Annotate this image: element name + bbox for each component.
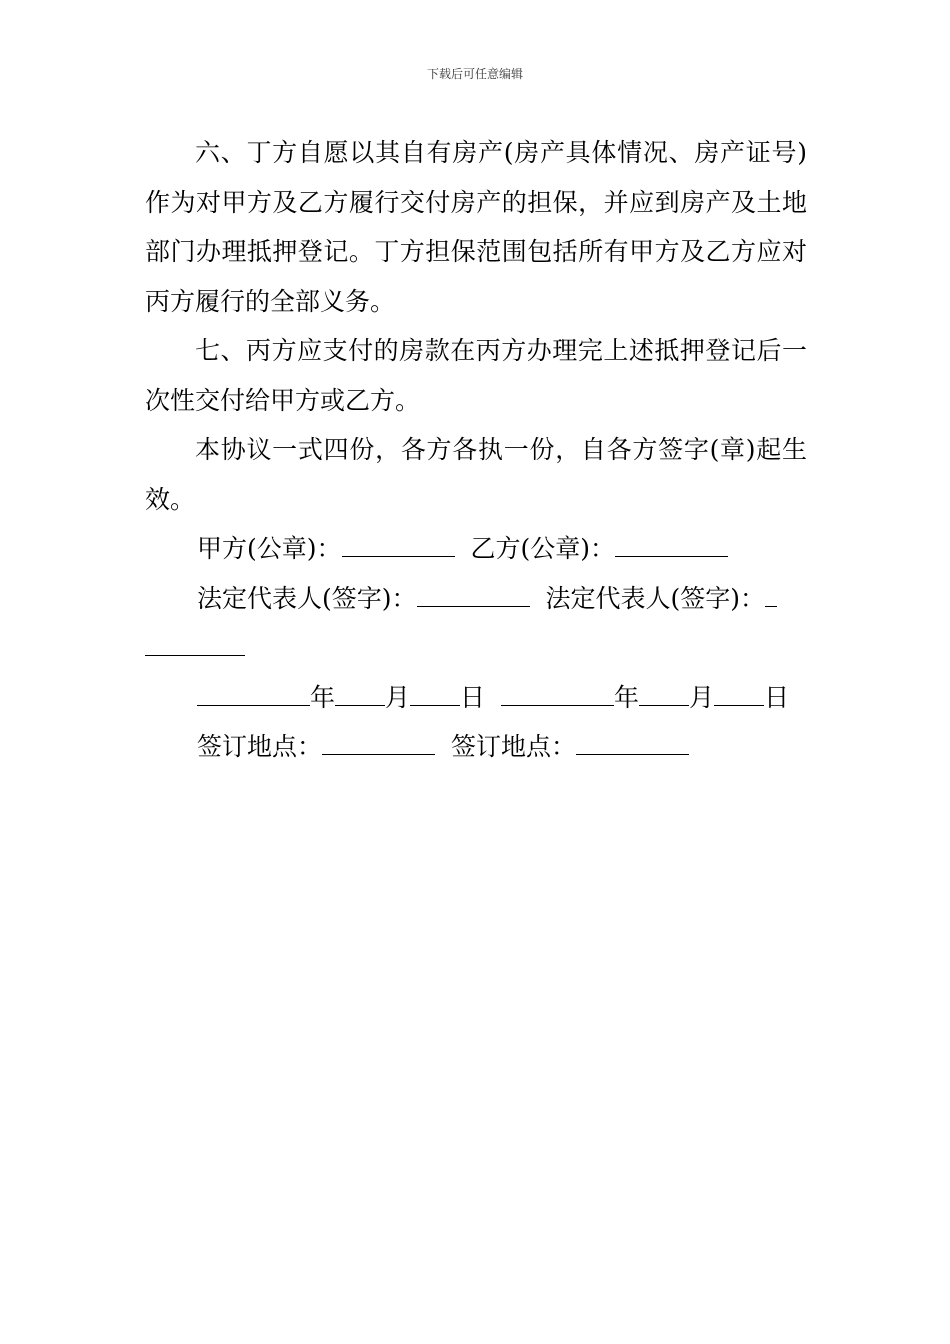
year-b-label: 年 [614, 682, 640, 712]
party-b-seal-label: 乙方(公章)： [470, 534, 616, 563]
legal-rep-a-label: 法定代表人(签字)： [197, 583, 417, 613]
day-a-label: 日 [460, 682, 486, 712]
contract-body [145, 128, 807, 772]
party-a-seal-blank[interactable] [342, 538, 455, 557]
place-line [145, 722, 807, 772]
legal-rep-a-blank[interactable] [417, 588, 530, 607]
place-b-label: 签订地点： [451, 732, 577, 761]
month-b-label: 月 [689, 682, 715, 712]
day-b-label: 日 [764, 682, 790, 712]
legal-rep-b-blank-end[interactable] [145, 637, 245, 656]
month-a-blank[interactable] [335, 687, 385, 706]
year-a-label: 年 [310, 682, 336, 712]
year-a-blank[interactable] [197, 687, 310, 706]
clause-six: 六、丁方自愿以其自有房产(房产具体情况、房产证号)作为对甲方及乙方履行交付房产的担保，并应到房产及土地部门办理抵押登记。丁方担保范围包括所有甲方及乙方应对丙方履行的全部义务。 [145, 138, 807, 316]
legal-rep-continuation-line [145, 623, 807, 673]
place-a-label: 签订地点： [197, 732, 323, 761]
year-b-blank[interactable] [501, 687, 614, 706]
month-a-label: 月 [385, 682, 411, 712]
party-a-seal-label: 甲方(公章)： [197, 534, 342, 563]
effectiveness-clause: 本协议一式四份，各方各执一份，自各方签字(章)起生效。 [145, 435, 807, 514]
clause-seven: 七、丙方应支付的房款在丙方办理完上述抵押登记后一次性交付给甲方或乙方。 [145, 336, 807, 415]
place-a-blank[interactable] [322, 736, 435, 755]
page-header-note: 下载后可任意编辑 [426, 67, 523, 81]
day-a-blank[interactable] [410, 687, 460, 706]
month-b-blank[interactable] [639, 687, 689, 706]
day-b-blank[interactable] [714, 687, 764, 706]
legal-rep-b-label: 法定代表人(签字)： [545, 583, 766, 613]
date-line [145, 673, 807, 723]
party-b-seal-blank[interactable] [615, 538, 728, 557]
legal-rep-b-blank-start[interactable] [765, 588, 777, 607]
place-b-blank[interactable] [576, 736, 689, 755]
seal-line [145, 524, 807, 574]
legal-rep-line [145, 574, 807, 624]
